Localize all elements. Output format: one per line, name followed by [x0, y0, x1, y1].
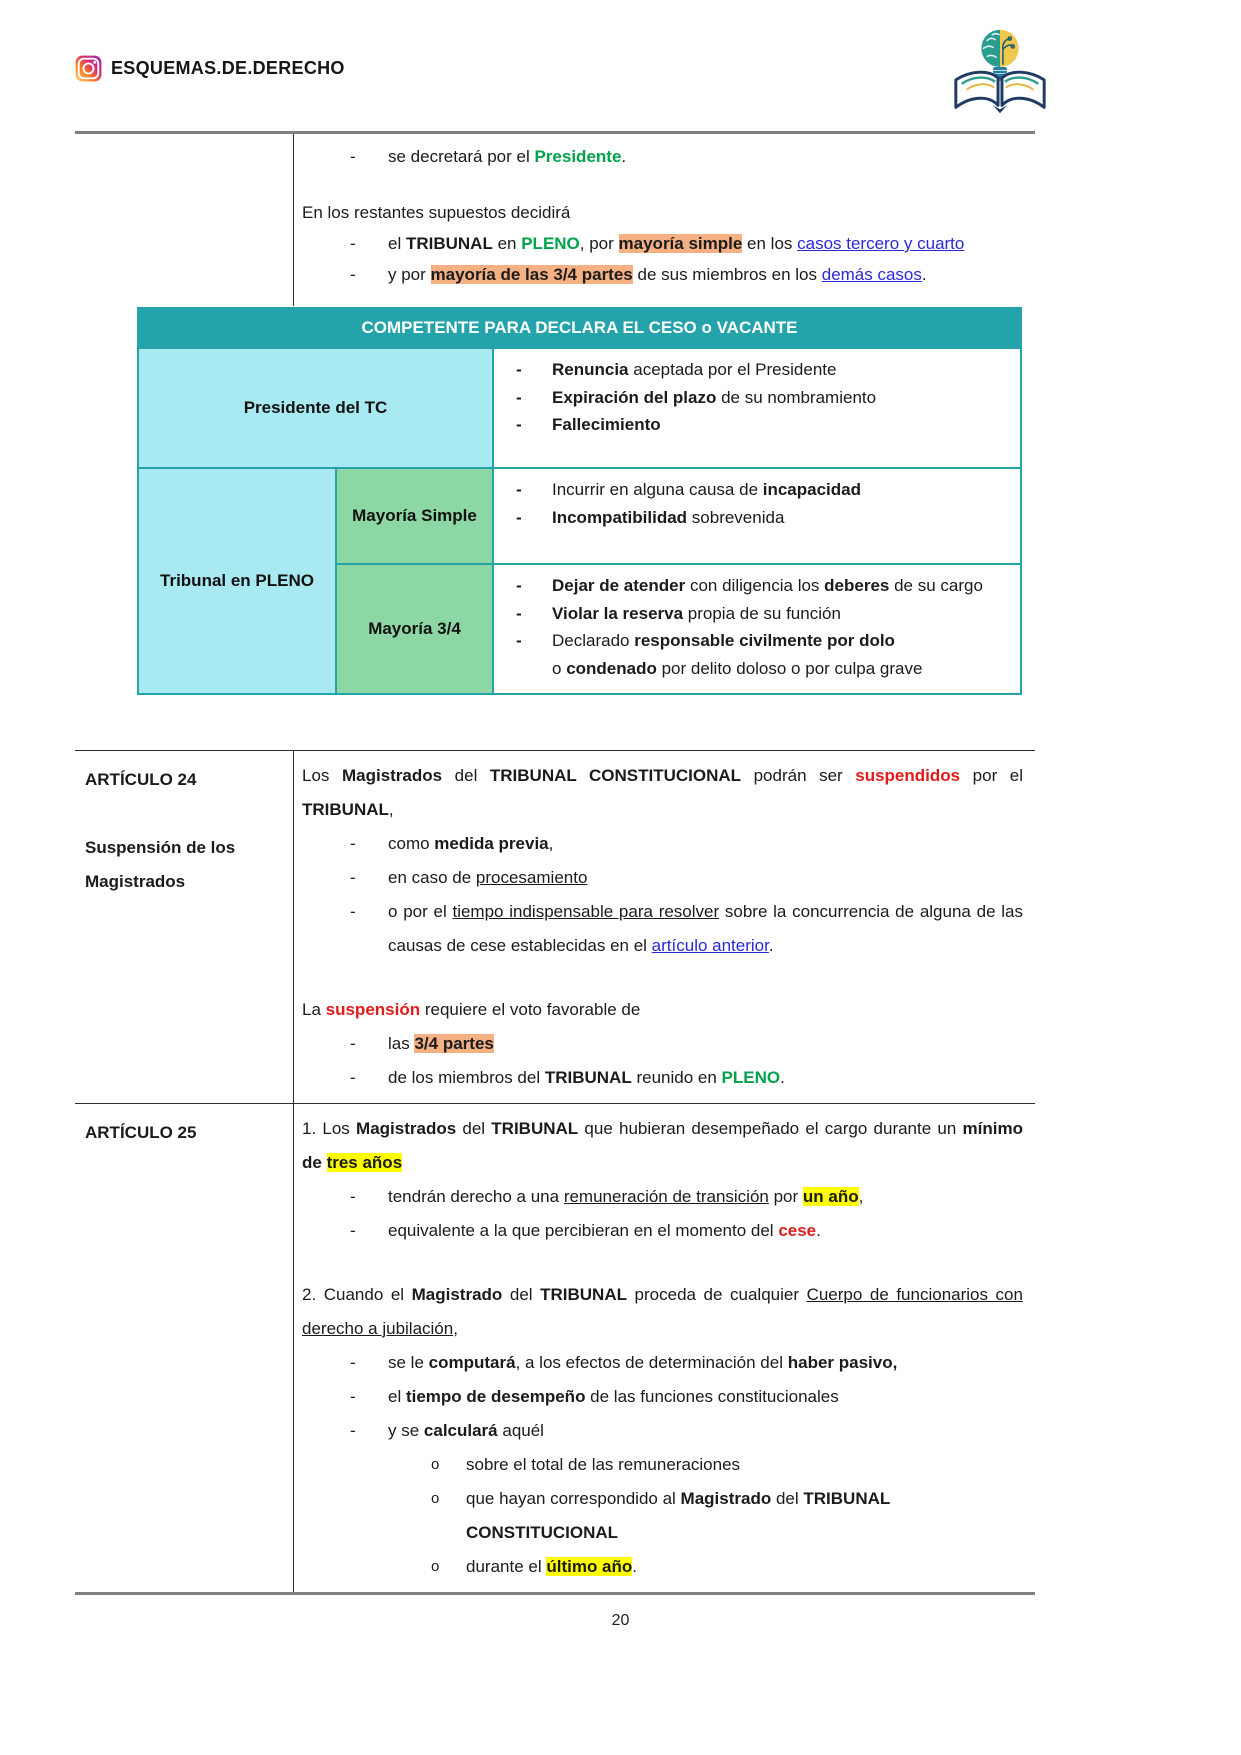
brand-name: ESQUEMAS.DE.DERECHO [111, 58, 345, 78]
article-25-body-cell [293, 1104, 1035, 1592]
bullet-line [502, 356, 1012, 384]
text-segment: proceda de cualquier [627, 1285, 807, 1304]
text-segment: sobre la concurrencia de alguna de las causas de cese establecidas en el [388, 902, 1023, 955]
text-segment: mínimo de [302, 1119, 1023, 1172]
text-segment: mayoría simple [618, 234, 743, 253]
text-segment: las [388, 1034, 415, 1053]
continuation-section [75, 131, 1035, 306]
bullet-line [302, 141, 1023, 172]
instagram-brand [75, 55, 345, 82]
article-24-number: ARTÍCULO 24 [85, 770, 197, 789]
text-segment: Incompatibilidad [552, 507, 688, 527]
text-segment: aquél [497, 1421, 544, 1440]
cese-table [137, 307, 1022, 695]
bullet-line [502, 476, 1012, 504]
text-segment: TRIBUNAL CONSTITUCIONAL [489, 766, 742, 785]
continuation-right-cell [293, 134, 1035, 306]
text-segment: en los [742, 234, 798, 253]
hyperlink[interactable]: artículo anterior [651, 936, 769, 955]
text-segment: tendrán derecho a una [388, 1187, 564, 1206]
text-segment: por [768, 1187, 803, 1206]
text-segment: deberes [824, 576, 890, 595]
text-segment: procesamiento [475, 868, 588, 887]
cell-tribunal-pleno: Tribunal en PLENO [138, 468, 336, 694]
cell-mayoria-simple: Mayoría Simple [336, 468, 493, 564]
text-segment: incapacidad [762, 480, 862, 499]
bullet-line [502, 384, 1012, 412]
hyperlink[interactable]: demás casos [821, 265, 922, 284]
text-segment: , [388, 800, 394, 819]
text-segment: mayoría de las 3/4 partes [430, 265, 633, 284]
articles-table [75, 750, 1035, 1595]
text-segment: . [816, 1221, 821, 1240]
bullet-line [302, 1380, 1023, 1414]
article-24-row [75, 751, 1035, 1104]
text-segment: requiere el voto favorable de [420, 1000, 641, 1019]
text-segment: Los [302, 766, 342, 785]
text-segment: último año [546, 1557, 633, 1576]
text-segment: haber pasivo, [787, 1353, 898, 1372]
text-segment: propia de su función [683, 603, 841, 623]
text-segment: Renuncia [552, 360, 629, 379]
mayoria-simple-row [138, 468, 1021, 564]
cell-presidente-tc: Presidente del TC [138, 348, 493, 468]
bullet-line [302, 827, 1023, 861]
spacer [302, 172, 1023, 197]
text-segment: TRIBUNAL CONSTITUCIONAL [466, 1489, 890, 1542]
text-segment: 2. Cuando el [302, 1285, 412, 1304]
text-segment: . [921, 265, 927, 284]
text-segment: , [858, 1187, 864, 1206]
text-segment: tres años [326, 1153, 403, 1172]
text-segment: Violar la reserva [552, 603, 684, 623]
text-segment: o [552, 658, 567, 678]
article-25-row [75, 1104, 1035, 1592]
text-segment: . [632, 1557, 638, 1576]
text-segment: Magistrado [411, 1285, 503, 1304]
bullet-line [302, 1214, 1023, 1248]
text-segment: de sus miembros en los [632, 265, 822, 284]
bullet-line [302, 1346, 1023, 1380]
text-segment: cese [778, 1221, 817, 1240]
text-segment: un año [802, 1187, 859, 1206]
bullet-line [302, 228, 1023, 259]
text-segment: TRIBUNAL [491, 1119, 579, 1138]
page-number: 20 [611, 1612, 630, 1629]
text-segment: reunido en [631, 1068, 722, 1087]
text-segment: Magistrados [356, 1119, 457, 1138]
article-25-number: ARTÍCULO 25 [85, 1123, 197, 1142]
text-segment: Magistrado [680, 1489, 772, 1508]
text-segment: tiempo indispensable para resolver [452, 902, 720, 921]
text-segment: . [768, 936, 774, 955]
bullet-line [502, 600, 1012, 628]
text-segment: TRIBUNAL [405, 234, 493, 253]
spacer [302, 963, 1023, 993]
text-segment: Declarado [552, 631, 635, 650]
text-segment: o por el [388, 902, 453, 921]
text-segment: y se [388, 1421, 424, 1440]
text-segment: del [442, 766, 490, 785]
text-segment: del [456, 1119, 492, 1138]
bullet-line [302, 1027, 1023, 1061]
text-segment: La [302, 1000, 326, 1019]
text-segment: del [771, 1489, 804, 1508]
text-segment: el [388, 1387, 406, 1406]
text-segment: el [388, 234, 406, 253]
continuation-left-cell [75, 134, 293, 306]
cell-mayoria-34: Mayoría 3/4 [336, 564, 493, 694]
text-segment: . [621, 147, 627, 166]
text-segment: Cuerpo de funcionarios con derecho a jubilación [302, 1285, 1023, 1338]
text-segment: aceptada por el Presidente [628, 360, 837, 379]
bullet-line [302, 1414, 1023, 1448]
paragraph-line [302, 759, 1023, 827]
bullet-line [302, 1061, 1023, 1095]
text-segment: medida previa [434, 834, 549, 853]
text-segment: por delito doloso o por culpa grave [656, 658, 923, 678]
text-segment: calculará [423, 1421, 498, 1440]
spacer [302, 1248, 1023, 1278]
text-segment: . [780, 1068, 785, 1087]
hyperlink[interactable]: casos tercero y cuarto [797, 234, 965, 253]
text-segment: TRIBUNAL [302, 800, 389, 819]
text-segment: remuneración de transición [563, 1187, 769, 1206]
paragraph-line [302, 197, 1023, 228]
text-segment: Presidente [534, 147, 622, 166]
text-segment: Fallecimiento [552, 415, 661, 434]
sub-bullet-line [302, 1482, 1023, 1550]
text-segment: del [502, 1285, 541, 1304]
mayoria-simple-items-cell [493, 468, 1021, 564]
cese-table-title: COMPETENTE PARA DECLARA EL CESO o VACANTE [138, 308, 1021, 348]
article-24-body-cell [293, 751, 1035, 1103]
text-segment: , [548, 834, 554, 853]
text-segment: Incurrir en alguna causa de [552, 480, 763, 499]
text-segment: condenado [566, 658, 657, 678]
mayoria-34-items-cell [493, 564, 1021, 694]
text-segment: por el [960, 766, 1023, 785]
bullet-line [302, 1180, 1023, 1214]
paragraph-line [302, 1112, 1023, 1180]
text-segment: Dejar de atender [552, 576, 686, 595]
text-segment: en caso de [388, 868, 476, 887]
text-segment: en [492, 234, 522, 253]
text-segment: 1. Los [302, 1119, 357, 1138]
text-segment: TRIBUNAL [540, 1285, 627, 1304]
text-segment: En los restantes supuestos decidirá [302, 203, 571, 222]
text-segment: , por [579, 234, 619, 253]
text-segment: de las funciones constitucionales [585, 1387, 839, 1406]
text-segment: que hayan correspondido al [466, 1489, 681, 1508]
text-segment: de los miembros del [388, 1068, 545, 1087]
text-segment: PLENO [721, 1068, 781, 1087]
instagram-icon [75, 55, 102, 82]
bullet-line [302, 861, 1023, 895]
text-segment: tiempo de desempeño [405, 1387, 586, 1406]
text-segment: TRIBUNAL [544, 1068, 632, 1087]
paragraph-line [302, 993, 1023, 1027]
text-segment: de su cargo [889, 576, 983, 595]
text-segment: Expiración del plazo [552, 387, 717, 407]
text-segment: se decretará por el [388, 147, 535, 166]
text-segment: sobre el total de las remuneraciones [466, 1455, 741, 1474]
text-segment: sobrevenida [687, 507, 785, 527]
text-segment: se le [388, 1353, 429, 1372]
sub-bullet-line [302, 1550, 1023, 1584]
text-segment: suspendidos [855, 766, 961, 785]
paragraph-line [302, 1278, 1023, 1346]
text-segment: 3/4 partes [414, 1034, 494, 1053]
bullet-continuation-line [502, 655, 1012, 683]
text-segment: , a los efectos de determinación del [515, 1353, 788, 1372]
bullet-line [502, 627, 1012, 655]
article-25-left-cell [75, 1104, 293, 1592]
text-segment: podrán ser [741, 766, 856, 785]
text-segment: como [388, 834, 435, 853]
bullet-line [502, 572, 1012, 600]
text-segment: con diligencia los [685, 576, 825, 595]
cese-table-header-row [138, 308, 1021, 348]
text-segment: y por [388, 265, 431, 284]
brand-logo [946, 20, 1054, 120]
text-segment: suspensión [325, 1000, 421, 1019]
presidente-row [138, 348, 1021, 468]
text-segment: computará [428, 1353, 516, 1372]
article-24-title: Suspensión de los Magistrados [85, 838, 236, 891]
bullet-line [502, 504, 1012, 532]
text-segment: Magistrados [341, 766, 443, 785]
bullet-line [502, 411, 1012, 439]
text-segment: de su nombramiento [716, 387, 877, 407]
presidente-items-cell [493, 348, 1021, 468]
text-segment: , [453, 1319, 458, 1338]
text-segment: durante el [466, 1557, 547, 1576]
text-segment: equivalente a la que percibieran en el momento del [388, 1221, 779, 1240]
text-segment: que hubieran desempeñado el cargo durante un [578, 1119, 963, 1138]
bullet-line [302, 259, 1023, 290]
bullet-line [302, 895, 1023, 963]
article-24-left-cell [75, 751, 293, 1103]
sub-bullet-line [302, 1448, 1023, 1482]
text-segment: PLENO [521, 234, 580, 253]
text-segment: responsable civilmente por dolo [634, 631, 895, 650]
